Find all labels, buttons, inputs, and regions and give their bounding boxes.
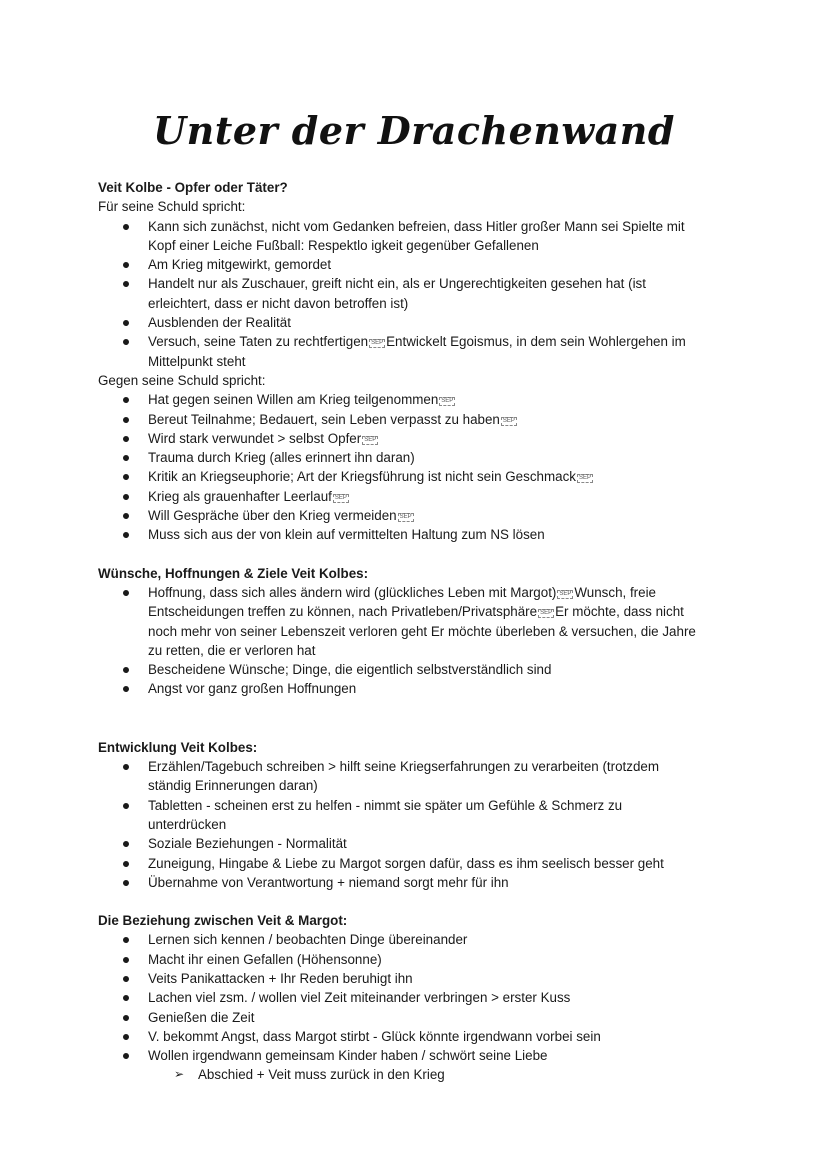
list-for xyxy=(98,217,738,371)
sep-glyph-icon: SEP xyxy=(578,475,591,482)
bullet-icon xyxy=(123,513,129,519)
list-wuensche xyxy=(98,583,738,699)
bullet-icon xyxy=(123,224,129,230)
sub-list-item: ➢ Abschied + Veit muss zurück in den Krieg xyxy=(98,1065,738,1084)
bullet-icon xyxy=(123,455,129,461)
list-item: Handelt nur als Zuschauer, greift nicht ein, als er Ungerechtigkeiten gesehen hat (ist erleichtert, dass er nicht davon betroffen ist) xyxy=(98,274,738,313)
list-item: Trauma durch Krieg (alles erinnert ihn daran) xyxy=(98,448,738,467)
list-item: Kann sich zunächst, nicht vom Gedanken befreien, dass Hitler großer Mann sei Spielte mit Kopf einer Leiche Fußball: Respektlo igkeit gegenüber Gefallenen xyxy=(98,217,738,256)
sep-glyph-icon: SEP xyxy=(559,590,572,597)
sep-glyph-icon: SEP xyxy=(334,494,347,501)
list-item: Kritik an Kriegseuphorie; Art der Kriegsführung ist nicht sein Geschmack SEP xyxy=(98,467,738,486)
sep-glyph-icon: SEP xyxy=(364,436,377,443)
bullet-icon xyxy=(123,803,129,809)
section-wuensche xyxy=(98,564,738,699)
list-item: Lachen viel zsm. / wollen viel Zeit miteinander verbringen > erster Kuss xyxy=(98,988,738,1007)
list-beziehung xyxy=(98,930,738,1084)
bullet-icon xyxy=(123,764,129,770)
intro-against: Gegen seine Schuld spricht: xyxy=(98,372,266,388)
bullet-icon xyxy=(123,590,129,596)
list-item: Wollen irgendwann gemeinsam Kinder haben / schwört seine Liebe xyxy=(98,1046,738,1065)
list-item: Ausblenden der Realität xyxy=(98,313,738,332)
list-item: Wird stark verwundet > selbst Opfer SEP xyxy=(98,429,738,448)
section-heading: Wünsche, Hoffnungen & Ziele Veit Kolbes: xyxy=(98,565,369,581)
bullet-icon xyxy=(123,937,129,943)
list-item: Bereut Teilnahme; Bedauert, sein Leben verpasst zu haben SEP xyxy=(98,410,738,429)
list-item: Krieg als grauenhafter Leerlauf SEP xyxy=(98,487,738,506)
bullet-icon xyxy=(123,1053,129,1059)
bullet-icon xyxy=(123,494,129,500)
bullet-icon xyxy=(123,262,129,268)
document-title: Unter der Drachenwand xyxy=(153,108,675,153)
sep-glyph-icon: SEP xyxy=(399,514,412,521)
arrow-bullet-icon: ➢ xyxy=(174,1067,185,1082)
list-item: Hat gegen seinen Willen am Krieg teilgenommen SEP xyxy=(98,390,738,409)
list-item: Veits Panikattacken + Ihr Reden beruhigt ihn xyxy=(98,969,738,988)
section-heading: Entwicklung Veit Kolbes: xyxy=(98,739,258,755)
bullet-icon xyxy=(123,474,129,480)
list-item: Versuch, seine Taten zu rechtfertigen SEP Entwickelt Egoismus, in dem sein Wohlergehen im Mittelpunkt steht xyxy=(98,332,738,371)
section-opfer-taeter xyxy=(98,178,738,545)
bullet-icon xyxy=(123,841,129,847)
intro-for: Für seine Schuld spricht: xyxy=(98,199,246,215)
section-beziehung xyxy=(98,911,738,1085)
sep-glyph-icon: SEP xyxy=(371,340,384,347)
list-item: Bescheidene Wünsche; Dinge, die eigentlich selbstverständlich sind xyxy=(98,660,738,679)
list-item: Muss sich aus der von klein auf vermittelten Haltung zum NS lösen xyxy=(98,525,738,544)
bullet-icon xyxy=(123,1015,129,1021)
bullet-icon xyxy=(123,667,129,673)
list-item: Lernen sich kennen / beobachten Dinge übereinander xyxy=(98,930,738,949)
list-item: Macht ihr einen Gefallen (Höhensonne) xyxy=(98,950,738,969)
section-heading: Die Beziehung zwischen Veit & Margot: xyxy=(98,913,348,929)
list-item: Soziale Beziehungen - Normalität xyxy=(98,834,738,853)
bullet-icon xyxy=(123,861,129,867)
list-item: Will Gespräche über den Krieg vermeiden SEP xyxy=(98,506,738,525)
list-item: Zuneigung, Hingabe & Liebe zu Margot sorgen dafür, dass es ihm seelisch besser geht xyxy=(98,854,738,873)
bullet-icon xyxy=(123,436,129,442)
sep-glyph-icon: SEP xyxy=(441,398,454,405)
sep-glyph-icon: SEP xyxy=(502,417,515,424)
list-item: Angst vor ganz großen Hoffnungen xyxy=(98,679,738,698)
bullet-icon xyxy=(123,339,129,345)
list-item: Am Krieg mitgewirkt, gemordet xyxy=(98,255,738,274)
bullet-icon xyxy=(123,417,129,423)
list-item: Tabletten - scheinen erst zu helfen - nimmt sie später um Gefühle & Schmerz zu unterdrücken xyxy=(98,796,738,835)
sep-glyph-icon: SEP xyxy=(540,610,553,617)
bullet-icon xyxy=(123,532,129,538)
bullet-icon xyxy=(123,320,129,326)
document-body xyxy=(98,178,738,1085)
bullet-icon xyxy=(123,995,129,1001)
bullet-icon xyxy=(123,976,129,982)
list-item: Übernahme von Verantwortung + niemand sorgt mehr für ihn xyxy=(98,873,738,892)
list-item: V. bekommt Angst, dass Margot stirbt - Glück könnte irgendwann vorbei sein xyxy=(98,1027,738,1046)
list-entwicklung xyxy=(98,757,738,892)
bullet-icon xyxy=(123,281,129,287)
bullet-icon xyxy=(123,957,129,963)
section-entwicklung xyxy=(98,738,738,892)
bullet-icon xyxy=(123,1034,129,1040)
list-item: Genießen die Zeit xyxy=(98,1008,738,1027)
bullet-icon xyxy=(123,880,129,886)
bullet-icon xyxy=(123,397,129,403)
list-against xyxy=(98,390,738,544)
list-item: Erzählen/Tagebuch schreiben > hilft seine Kriegserfahrungen zu verarbeiten (trotzdem ständig Erinnerungen daran) xyxy=(98,757,738,796)
bullet-icon xyxy=(123,686,129,692)
list-item: Hoffnung, dass sich alles ändern wird (glückliches Leben mit Margot) SEP Wunsch, freie Entscheidungen treffen zu können, nach Privatleben/Privatsphäre SEP Er möchte, dass nicht noch mehr von seiner Lebenszeit verloren geht Er möchte überleben & versuchen, die Jahre zu retten, die er verloren hat xyxy=(98,583,738,660)
section-heading: Veit Kolbe - Opfer oder Täter? xyxy=(98,180,288,195)
